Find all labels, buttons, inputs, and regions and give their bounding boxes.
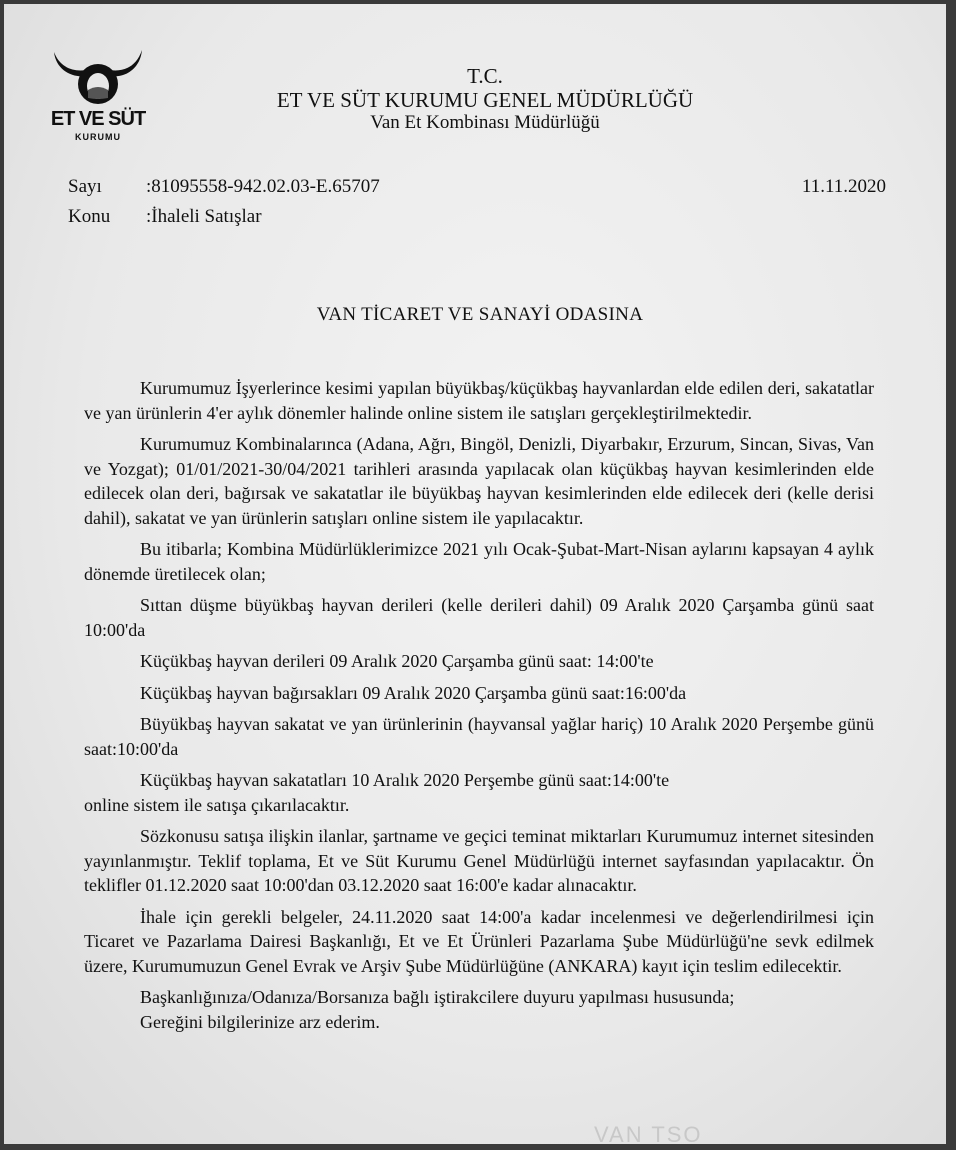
paragraph: Kurumumuz İşyerlerince kesimi yapılan büyükbaş/küçükbaş hayvanlardan elde edilen deri, sakatatlar ve yan ürünlerin 4'er aylık dönemler halinde online sistem ile satışları gerçekleştirilmektedir. [84,378,874,423]
faded-stamp: VAN TSO [594,1122,703,1144]
sayi-value: :81095558-942.02.03-E.65707 [146,176,380,197]
sayi-row [68,176,380,198]
paragraph: Kurumumuz Kombinalarınca (Adana, Ağrı, Bingöl, Denizli, Diyarbakır, Erzurum, Sincan, Sivas, Van ve Yozgat); 01/01/2021-30/04/2021 tarihleri arasında yapılacak olan küçükbaş hayvan kesimlerinden elde edilecek olan deri, bağırsak ve sakatatlar ile büyükbaş hayvan kesimlerinden elde edilecek deri (kelle derisi dahil), sakatat ve yan ürünlerin satışları online sistem ile yapılacaktır. [84,434,874,528]
letter-date: 11.11.2020 [801,176,886,197]
header-unit: Van Et Kombinası Müdürlüğü [370,112,600,133]
paragraph: İhale için gerekli belgeler, 24.11.2020 saat 14:00'a kadar incelenmesi ve değerlendirilmesi için Ticaret ve Pazarlama Dairesi Başkanlığı, Et ve Et Ürünleri Pazarlama Şube Müdürlüğü'ne sevk edilmek üzere, Kurumumuzun Genel Evrak ve Arşiv Şube Müdürlüğüne (ANKARA) kayıt için teslim edilecektir. [84,906,874,976]
header-institution: ET VE SÜT KURUMU GENEL MÜDÜRLÜĞÜ [276,88,694,112]
addressee: VAN TİCARET VE SANAYİ ODASINA [316,304,644,325]
paragraph: Başkanlığınıza/Odanıza/Borsanıza bağlı iştirakcilere duyuru yapılması hususunda; [140,987,735,1007]
konu-row [68,206,262,228]
logo-subtitle: KURUMU [75,132,121,142]
letter-body [84,376,874,1034]
paragraph: Sözkonusu satışa ilişkin ilanlar, şartname ve geçici teminat miktarları Kurumumuz internet sitesinden yayınlanmıştır. Teklif toplama, Et ve Süt Kurumu Genel Müdürlüğü internet sayfasından yapılacaktır. Ön teklifler 01.12.2020 saat 10:00'dan 03.12.2020 saat 16:00'e kadar alınacaktır. [84,826,874,895]
paragraph: Küçükbaş hayvan bağırsakları 09 Aralık 2020 Çarşamba günü saat:16:00'da [140,682,687,703]
letter-page [4,4,946,1144]
paragraph: Gereğini bilgilerinize arz ederim. [140,1011,380,1032]
paragraph: Küçükbaş hayvan derileri 09 Aralık 2020 Çarşamba günü saat: 14:00'te [140,651,654,671]
paragraph: online sistem ile satışa çıkarılacaktır. [84,794,350,815]
paragraph: Bu itibarla; Kombina Müdürlüklerimizce 2021 yılı Ocak-Şubat-Mart-Nisan aylarını kapsayan 4 aylık dönemde üretilecek olan; [84,539,874,584]
sayi-label: Sayı [68,176,102,197]
paragraph: Küçükbaş hayvan sakatatları 10 Aralık 2020 Perşembe günü saat:14:00'te [140,770,670,790]
paragraph: Büyükbaş hayvan sakatat ve yan ürünlerinin (hayvansal yağlar hariç) 10 Aralık 2020 Perşembe günü saat:10:00'da [84,714,874,759]
logo-wordmark: ET VE SÜT [50,108,146,130]
konu-value: :İhaleli Satışlar [146,206,262,227]
paragraph: Sıttan düşme büyükbaş hayvan derileri (kelle derileri dahil) 09 Aralık 2020 Çarşamba günü saat 10:00'da [84,595,874,640]
konu-label: Konu [68,206,111,227]
header-tc: T.C. [467,64,503,88]
